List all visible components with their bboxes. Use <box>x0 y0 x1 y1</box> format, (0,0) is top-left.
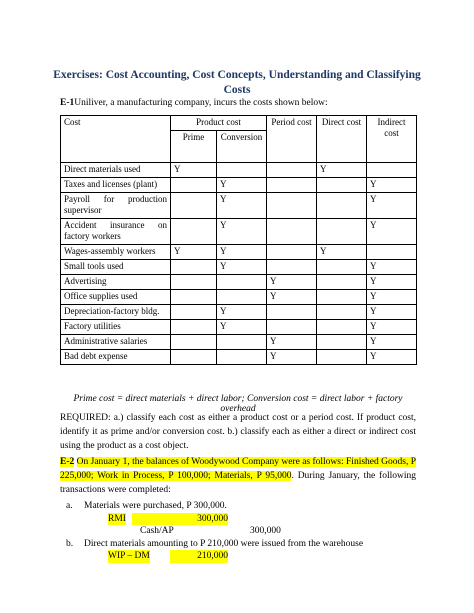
cell-period <box>267 193 317 219</box>
cell-cost: Office supplies used <box>61 290 171 305</box>
cell-cost: Taxes and licenses (plant) <box>61 178 171 193</box>
cell-cost: Small tools used <box>61 260 171 275</box>
cell-direct <box>317 320 367 335</box>
cell-direct <box>317 335 367 350</box>
cell-direct: Y <box>317 245 367 260</box>
cell-conversion <box>217 290 267 305</box>
cell-direct: Y <box>317 163 367 178</box>
cell-direct <box>317 275 367 290</box>
debit-account: RMI <box>108 513 126 524</box>
cell-cost: Administrative salaries <box>61 335 171 350</box>
list-item <box>60 500 363 513</box>
cell-conversion: Y <box>217 320 267 335</box>
cell-prime <box>171 305 217 320</box>
table-row <box>61 350 417 365</box>
document-title: Exercises: Cost Accounting, Cost Concepts, Understanding and Classifying Costs <box>53 69 421 96</box>
cell-prime <box>171 193 217 219</box>
credit-account: Cash/AP <box>140 526 174 536</box>
cell-direct <box>317 260 367 275</box>
header-cost: Cost <box>61 116 171 163</box>
cell-conversion: Y <box>217 305 267 320</box>
table-row <box>61 178 417 193</box>
cell-period <box>267 219 317 245</box>
table-row <box>61 320 417 335</box>
e2-label: E-2 <box>60 457 75 467</box>
transactions-list <box>60 500 363 563</box>
header-direct-cost: Direct cost <box>317 116 367 163</box>
cell-cost: Wages-assembly workers <box>61 245 171 260</box>
cell-period: Y <box>267 275 317 290</box>
cell-cost: Depreciation-factory bldg. <box>61 305 171 320</box>
cell-indirect: Y <box>367 320 417 335</box>
cell-cost: Direct materials used <box>61 163 171 178</box>
cell-prime <box>171 320 217 335</box>
header-product-cost: Product cost <box>171 116 267 131</box>
header-period-cost: Period cost <box>267 116 317 163</box>
cell-period <box>267 305 317 320</box>
header-indirect-cost: Indirect cost <box>367 116 417 163</box>
cell-conversion <box>217 275 267 290</box>
cell-indirect: Y <box>367 178 417 193</box>
cell-period: Y <box>267 350 317 365</box>
cell-direct <box>317 290 367 305</box>
cell-conversion <box>217 163 267 178</box>
cell-indirect: Y <box>367 275 417 290</box>
e2-highlighted-balances: On January 1, the balances of Woodywood Company were as follows: Finished Goods, P 225,000; Work in Process, P 100,000; Materials, P 95,000 <box>60 457 416 481</box>
required-instructions: REQUIRED: a.) classify each cost as either a product cost or a period cost. If product cost, identify it as prime and/or conversion cost. b.) classify each as either a direct or indirect cost using the product as a cost object. <box>60 413 416 451</box>
cell-direct <box>317 305 367 320</box>
cell-period: Y <box>267 290 317 305</box>
list-item <box>60 538 363 551</box>
table-row <box>61 275 417 290</box>
header-prime: Prime <box>171 131 217 163</box>
journal-entry-debit <box>60 513 363 526</box>
cell-indirect: Y <box>367 350 417 365</box>
list-marker: b. <box>66 538 74 549</box>
table-row <box>61 290 417 305</box>
cell-prime <box>171 335 217 350</box>
e1-intro <box>60 98 328 108</box>
cost-formula: Prime cost = direct materials + direct labor; Conversion cost = direct labor + factory overhead <box>73 394 403 414</box>
cell-period <box>267 178 317 193</box>
e2-text: . During January, the following transactions were completed: <box>60 471 416 495</box>
cell-direct <box>317 193 367 219</box>
table-row <box>61 219 417 245</box>
debit-amount: 300,000 <box>132 513 228 526</box>
cell-indirect: Y <box>367 335 417 350</box>
cell-indirect: Y <box>367 290 417 305</box>
cell-period <box>267 260 317 275</box>
list-marker: a. <box>66 501 73 511</box>
cell-cost: Factory utilities <box>61 320 171 335</box>
cell-indirect: Y <box>367 219 417 245</box>
cell-indirect: Y <box>367 260 417 275</box>
table-row <box>61 163 417 178</box>
cell-indirect <box>367 245 417 260</box>
transaction-text: Direct materials amounting to P 210,000 were issued from the warehouse <box>84 538 364 549</box>
cell-conversion: Y <box>217 245 267 260</box>
cell-prime <box>171 290 217 305</box>
table-row <box>61 305 417 320</box>
e2-problem <box>60 455 416 497</box>
table-row <box>61 335 417 350</box>
cell-period <box>267 245 317 260</box>
cell-conversion: Y <box>217 219 267 245</box>
cell-period <box>267 163 317 178</box>
cell-conversion <box>217 335 267 350</box>
cell-cost: Payroll for production supervisor <box>61 193 171 219</box>
cell-prime: Y <box>171 245 217 260</box>
cell-direct <box>317 350 367 365</box>
cell-indirect: Y <box>367 305 417 320</box>
cell-prime: Y <box>171 163 217 178</box>
cell-conversion: Y <box>217 193 267 219</box>
table-row <box>61 260 417 275</box>
cell-prime <box>171 178 217 193</box>
debit-amount: 210,000 <box>170 550 228 563</box>
e1-label: E-1 <box>60 98 75 108</box>
cell-indirect <box>367 163 417 178</box>
table-body <box>61 163 417 365</box>
transaction-text: Materials were purchased, P 300,000. <box>84 501 227 511</box>
cell-prime <box>171 219 217 245</box>
cell-conversion: Y <box>217 260 267 275</box>
cost-classification-table <box>60 115 417 365</box>
cell-conversion <box>217 350 267 365</box>
cell-prime <box>171 275 217 290</box>
cell-prime <box>171 260 217 275</box>
cell-prime <box>171 350 217 365</box>
debit-account: WIP – DM <box>108 551 150 561</box>
cell-indirect: Y <box>367 193 417 219</box>
cell-conversion: Y <box>217 178 267 193</box>
journal-entry-debit <box>60 550 363 563</box>
cell-direct <box>317 178 367 193</box>
cell-direct <box>317 219 367 245</box>
cell-period: Y <box>267 335 317 350</box>
journal-entry-credit <box>60 525 363 538</box>
credit-amount: 300,000 <box>250 526 281 536</box>
cell-cost: Accident insurance on factory workers <box>61 219 171 245</box>
cell-cost: Bad debt expense <box>61 350 171 365</box>
cell-cost: Advertising <box>61 275 171 290</box>
e1-text: Uniliver, a manufacturing company, incurs the costs shown below: <box>74 98 328 108</box>
table-row <box>61 193 417 219</box>
header-conversion: Conversion <box>217 131 267 163</box>
cell-period <box>267 320 317 335</box>
table-row <box>61 245 417 260</box>
